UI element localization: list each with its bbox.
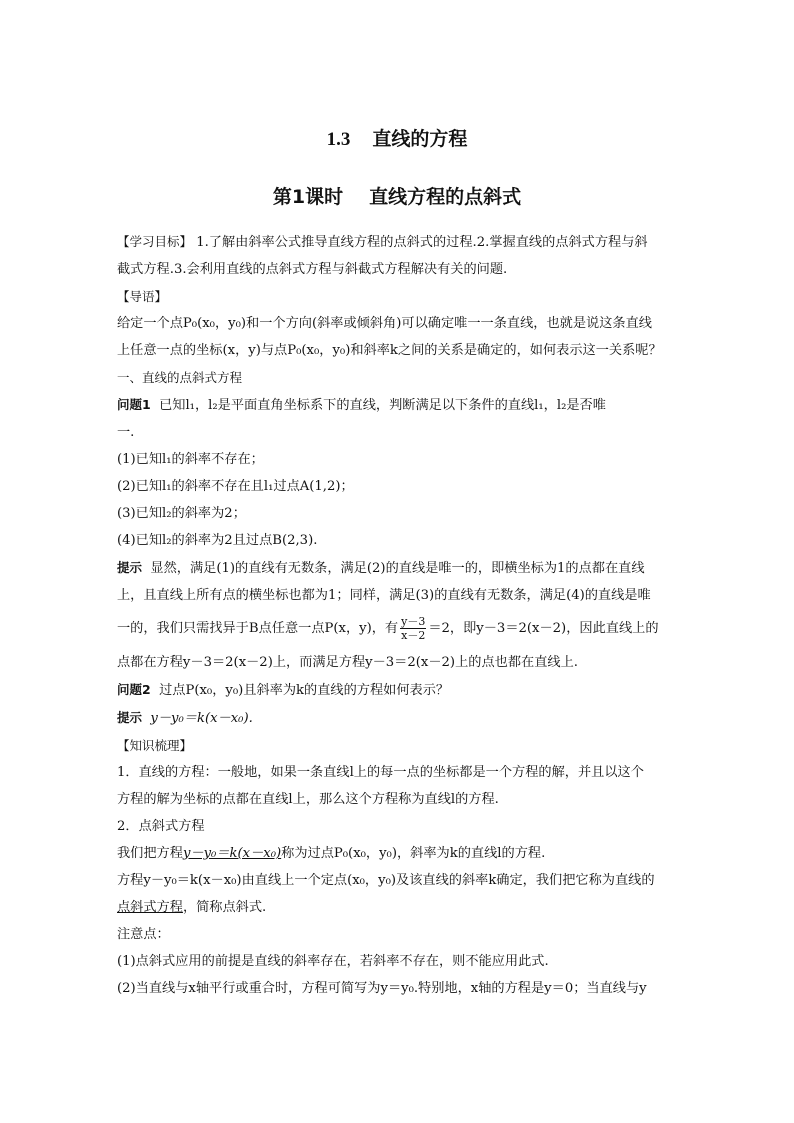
question1-item: (3)已知l₂的斜率为2； bbox=[117, 506, 246, 521]
intro-tag: 【导语】 bbox=[117, 289, 168, 304]
underlined-term: 点斜式方程 bbox=[117, 900, 183, 915]
knowledge-p2-heading: 2．点斜式方程 bbox=[117, 819, 205, 834]
intro-line1: 给定一个点P₀(x₀，y₀)和一个方向(斜率或倾斜角)可以确定唯一一条直线，也就是说这条直线 bbox=[117, 316, 652, 331]
knowledge-p2-line1: 我们把方程y－y₀＝k(x－x₀)称为过点P₀(x₀，y₀)，斜率为k的直线l的方程. bbox=[117, 846, 546, 861]
notes-item2: (2)当直线与x轴平行或重合时，方程可简写为y＝y₀.特别地，x轴的方程是y＝0；当直线与y bbox=[117, 981, 647, 996]
fraction-numerator: y－3 bbox=[401, 615, 426, 628]
knowledge-p2-line2: 方程y－y₀＝k(x－x₀)由直线上一个定点(x₀，y₀)及该直线的斜率k确定，我们把它称为直线的 bbox=[117, 873, 655, 888]
lesson-title-text: 直线方程的点斜式 bbox=[369, 186, 522, 208]
knowledge-tag: 【知识梳理】 bbox=[117, 738, 193, 753]
document-body bbox=[117, 228, 681, 1002]
section-title bbox=[0, 124, 794, 151]
question1-item: (2)已知l₁的斜率不存在且l₁过点A(1,2)； bbox=[117, 479, 354, 494]
question1-label: 问题1 bbox=[117, 397, 151, 412]
knowledge-p1-line2: 方程的解为坐标的点都在直线l上，那么这个方程称为直线l的方程. bbox=[117, 792, 499, 807]
question1-line1: 问题1 已知l₁，l₂是平面直角坐标系下的直线，判断满足以下条件的直线l₁，l₂是否唯 bbox=[117, 397, 606, 413]
lesson-title bbox=[0, 182, 794, 209]
part1-heading: 一、直线的点斜式方程 bbox=[117, 370, 243, 385]
knowledge-p2-line3: 点斜式方程，简称点斜式. bbox=[117, 900, 267, 915]
section-number: 1.3 bbox=[326, 129, 351, 150]
hint1-label: 提示 bbox=[117, 560, 143, 575]
question1-line2: 一. bbox=[117, 425, 135, 440]
learning-goals-line2: 截式方程.3.会利用直线的点斜式方程与斜截式方程解决有关的问题. bbox=[117, 262, 508, 277]
notes-heading: 注意点： bbox=[117, 927, 170, 942]
hint2-label: 提示 bbox=[117, 710, 143, 725]
fraction-denominator: x－2 bbox=[401, 629, 426, 642]
hint1-line2: 上，且直线上所有点的横坐标也都为1；同样，满足(3)的直线有无数条，满足(4)的直线是唯 bbox=[117, 588, 651, 603]
intro-line2: 上任意一点的坐标(x，y)与点P₀(x₀，y₀)和斜率k之间的关系是确定的，如何表示这一关系呢？ bbox=[117, 343, 662, 358]
question2-label: 问题2 bbox=[117, 682, 151, 697]
underlined-equation: y－y₀＝k(x－x₀) bbox=[182, 846, 282, 861]
hint1-line1: 提示 显然，满足(1)的直线有无数条，满足(2)的直线是唯一的，即横坐标为1的点都在直线 bbox=[117, 560, 645, 576]
hint2: 提示 y－y₀＝k(x－x₀). bbox=[117, 710, 253, 726]
question1-item: (1)已知l₁的斜率不存在； bbox=[117, 452, 264, 467]
hint1-line4: 点都在方程y－3＝2(x－2)上，而满足方程y－3＝2(x－2)上的点也都在直线上. bbox=[117, 655, 578, 670]
hint1-line3: 一的，我们只需找异于B点任意一点P(x，y)，有 $\frac{y-3}{x-2}$ ＝2，即y－3＝2(x－2)，因此直线上的 bbox=[117, 615, 659, 642]
fraction bbox=[400, 615, 426, 642]
knowledge-p1-line1: 1．直线的方程：一般地，如果一条直线l上的每一点的坐标都是一个方程的解，并且以这个 bbox=[117, 765, 644, 780]
lesson-label: 第1课时 bbox=[272, 186, 344, 208]
question2: 问题2 过点P(x₀，y₀)且斜率为k的直线的方程如何表示？ bbox=[117, 682, 450, 698]
section-title-text: 直线的方程 bbox=[372, 128, 468, 150]
learning-goals-tag: 【学习目标】 bbox=[117, 234, 193, 249]
question1-item: (4)已知l₂的斜率为2且过点B(2,3). bbox=[117, 533, 318, 548]
learning-goals-line1: 【学习目标】 1.了解由斜率公式推导直线方程的点斜式的过程.2.掌握直线的点斜式方程与斜 bbox=[117, 234, 648, 250]
notes-item1: (1)点斜式应用的前提是直线的斜率存在，若斜率不存在，则不能应用此式. bbox=[117, 954, 549, 969]
